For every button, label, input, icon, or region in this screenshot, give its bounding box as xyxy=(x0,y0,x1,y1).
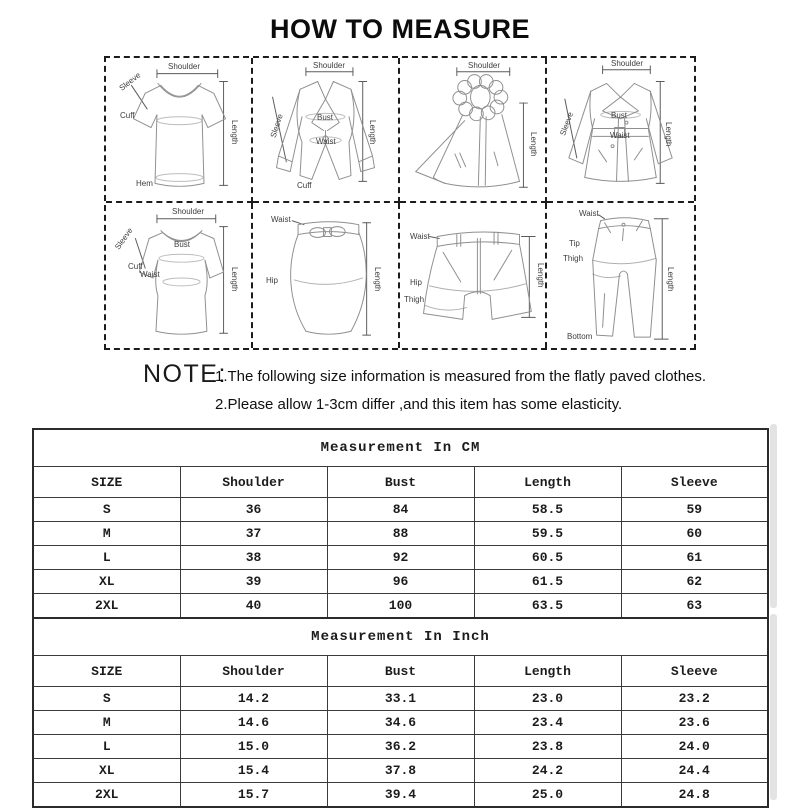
cell: 24.4 xyxy=(621,759,768,783)
skirt-waist-label: Waist xyxy=(271,215,291,224)
cell: XL xyxy=(33,570,180,594)
shorts-waist-label: Waist xyxy=(410,232,430,241)
inch-header-size: SIZE xyxy=(33,656,180,687)
cell: S xyxy=(33,498,180,522)
cape-shoulder-label: Shoulder xyxy=(467,61,501,70)
cell: 37 xyxy=(180,522,327,546)
cell: 23.0 xyxy=(474,687,621,711)
cell: S xyxy=(33,687,180,711)
diagram-shorts xyxy=(400,203,547,348)
blazer-length-label: Length xyxy=(368,120,377,145)
cm-row-2xl xyxy=(33,594,768,619)
cell: 37.8 xyxy=(327,759,474,783)
tshirt-hem-label: Hem xyxy=(136,179,153,188)
cm-size-table xyxy=(32,428,769,619)
cell: 61 xyxy=(621,546,768,570)
cell: 2XL xyxy=(33,783,180,808)
diagram-cape xyxy=(400,58,547,203)
cell: 2XL xyxy=(33,594,180,619)
shorts-length-label: Length xyxy=(536,263,545,288)
tshirt-shoulder-label: Shoulder xyxy=(167,62,201,71)
cell: 63.5 xyxy=(474,594,621,619)
inch-table-title: Measurement In Inch xyxy=(33,618,768,656)
tshirt-length-label: Length xyxy=(230,120,239,145)
diagram-coat xyxy=(547,58,694,203)
right-shadow-strip-top xyxy=(770,424,777,608)
cell: 15.0 xyxy=(180,735,327,759)
right-shadow-strip-bottom xyxy=(770,614,777,800)
inch-size-table xyxy=(32,617,769,808)
blazer-bust-label: Bust xyxy=(317,113,334,122)
cell: 96 xyxy=(327,570,474,594)
cell: 23.2 xyxy=(621,687,768,711)
dress-waist-label: Waist xyxy=(140,270,160,279)
cell: 14.6 xyxy=(180,711,327,735)
cm-header-sleeve: Sleeve xyxy=(621,467,768,498)
cm-header-shoulder: Shoulder xyxy=(180,467,327,498)
inch-header-sleeve: Sleeve xyxy=(621,656,768,687)
inch-header-length: Length xyxy=(474,656,621,687)
skirt-length-label: Length xyxy=(373,267,382,292)
cell: 23.4 xyxy=(474,711,621,735)
cell: 39.4 xyxy=(327,783,474,808)
coat-length-label: Length xyxy=(664,122,673,147)
diagram-tshirt xyxy=(106,58,253,203)
cell: 58.5 xyxy=(474,498,621,522)
cell: 14.2 xyxy=(180,687,327,711)
blazer-waist-label: Waist xyxy=(316,137,336,146)
note-heading: NOTE: xyxy=(143,360,227,388)
cell: 34.6 xyxy=(327,711,474,735)
note-line-1: 1.The following size information is measured from the flatly paved clothes. xyxy=(215,368,707,385)
skirt-hip-label: Hip xyxy=(266,276,279,285)
diagram-dress xyxy=(106,203,253,348)
coat-bust-label: Bust xyxy=(611,111,628,120)
inch-row-l xyxy=(33,735,768,759)
cell: 36.2 xyxy=(327,735,474,759)
cell: L xyxy=(33,546,180,570)
cm-row-s xyxy=(33,498,768,522)
cape-length-label: Length xyxy=(529,132,538,157)
cell: 60 xyxy=(621,522,768,546)
cell: 15.4 xyxy=(180,759,327,783)
pants-length-label: Length xyxy=(666,267,675,292)
cell: 24.0 xyxy=(621,735,768,759)
pants-tip-label: Tip xyxy=(569,239,580,248)
dress-sleeve-label: Sleeve xyxy=(113,226,135,252)
cm-header-bust: Bust xyxy=(327,467,474,498)
inch-row-m xyxy=(33,711,768,735)
cell: 88 xyxy=(327,522,474,546)
cm-table-title: Measurement In CM xyxy=(33,429,768,467)
cell: 92 xyxy=(327,546,474,570)
cell: 60.5 xyxy=(474,546,621,570)
cm-row-m xyxy=(33,522,768,546)
tshirt-sleeve-label: Sleeve xyxy=(117,70,143,93)
cell: 24.8 xyxy=(621,783,768,808)
cell: 33.1 xyxy=(327,687,474,711)
pants-bottom-label: Bottom xyxy=(567,332,593,341)
pants-waist-label: Waist xyxy=(579,209,599,218)
cell: 23.6 xyxy=(621,711,768,735)
cell: 62 xyxy=(621,570,768,594)
cell: 59.5 xyxy=(474,522,621,546)
blazer-sleeve-label: Sleeve xyxy=(268,112,285,139)
cell: 25.0 xyxy=(474,783,621,808)
shorts-thigh-label: Thigh xyxy=(404,295,425,304)
cell: 63 xyxy=(621,594,768,619)
cm-row-l xyxy=(33,546,768,570)
diagram-skirt xyxy=(253,203,400,348)
cell: 24.2 xyxy=(474,759,621,783)
shorts-hip-label: Hip xyxy=(410,278,423,287)
inch-row-2xl xyxy=(33,783,768,808)
cell: 23.8 xyxy=(474,735,621,759)
cell: 61.5 xyxy=(474,570,621,594)
cell: M xyxy=(33,711,180,735)
inch-header-shoulder: Shoulder xyxy=(180,656,327,687)
blazer-shoulder-label: Shoulder xyxy=(312,61,346,70)
dress-length-label: Length xyxy=(230,267,239,292)
dress-cuff-label: Cuff xyxy=(128,262,143,271)
page-title: HOW TO MEASURE xyxy=(269,14,530,44)
cm-row-xl xyxy=(33,570,768,594)
cell: M xyxy=(33,522,180,546)
cm-header-length: Length xyxy=(474,467,621,498)
diagram-pants xyxy=(547,203,694,348)
cell: 59 xyxy=(621,498,768,522)
coat-sleeve-label: Sleeve xyxy=(558,110,576,137)
pants-thigh-label: Thigh xyxy=(563,254,584,263)
tshirt-cuff-label: Cuff xyxy=(120,111,135,120)
note-line-2: 2.Please allow 1-3cm differ ,and this item has some elasticity. xyxy=(215,396,623,413)
cell: 40 xyxy=(180,594,327,619)
cell: 100 xyxy=(327,594,474,619)
cell: L xyxy=(33,735,180,759)
shorts-sketch xyxy=(400,203,545,348)
cell: 38 xyxy=(180,546,327,570)
dress-shoulder-label: Shoulder xyxy=(171,207,205,216)
cell: 84 xyxy=(327,498,474,522)
inch-row-xl xyxy=(33,759,768,783)
coat-waist-label: Waist xyxy=(610,131,630,140)
dress-bust-label: Bust xyxy=(174,240,191,249)
diagram-blazer xyxy=(253,58,400,203)
inch-row-s xyxy=(33,687,768,711)
cm-header-size: SIZE xyxy=(33,467,180,498)
blazer-cuff-label: Cuff xyxy=(297,181,312,190)
cape-sketch xyxy=(400,58,545,201)
inch-header-bust: Bust xyxy=(327,656,474,687)
cell: 39 xyxy=(180,570,327,594)
coat-shoulder-label: Shoulder xyxy=(610,59,644,68)
cell: XL xyxy=(33,759,180,783)
cell: 15.7 xyxy=(180,783,327,808)
measure-diagram-grid xyxy=(104,56,696,350)
cell: 36 xyxy=(180,498,327,522)
